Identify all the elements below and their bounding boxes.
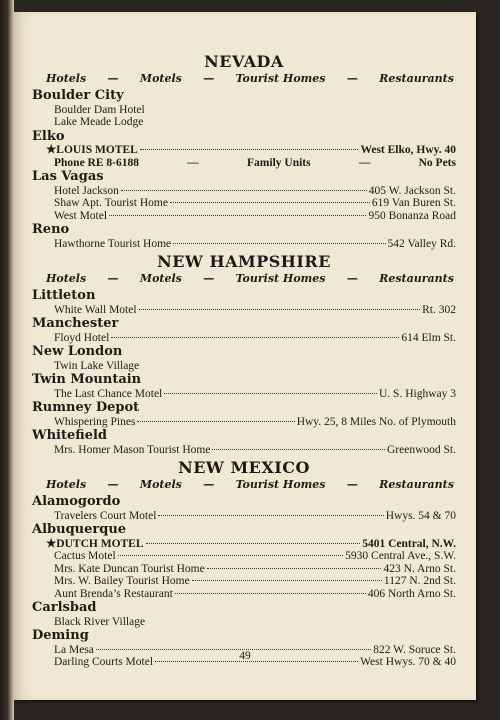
listing-entry xyxy=(32,104,456,117)
category-line xyxy=(32,478,456,492)
category-label: — xyxy=(346,478,358,491)
directory-listing xyxy=(32,50,456,669)
listing-entry xyxy=(32,304,456,317)
leader-dots xyxy=(175,593,366,594)
city-heading: Albuquerque xyxy=(32,522,127,537)
listing-address: U. S. Highway 3 xyxy=(379,387,456,400)
leader-dots xyxy=(137,421,294,422)
listing-entry xyxy=(32,144,456,157)
leader-dots xyxy=(170,202,370,203)
listing-address: 542 Valley Rd. xyxy=(387,237,456,250)
listing-address: Hwy. 25, 8 Miles No. of Plymouth xyxy=(296,415,456,428)
book-spine xyxy=(0,0,14,720)
city-heading: Las Vagas xyxy=(32,169,104,184)
listing-details xyxy=(32,157,456,170)
category-label: Restaurants xyxy=(379,272,454,285)
leader-dots xyxy=(111,337,399,338)
leader-dots xyxy=(173,243,385,244)
listing-address: 619 Van Buren St. xyxy=(371,197,456,209)
leader-dots xyxy=(118,555,344,556)
category-label: Hotels xyxy=(46,72,87,85)
category-label: Motels xyxy=(139,72,182,85)
city-heading: Reno xyxy=(32,222,70,237)
city-heading: Alamogordo xyxy=(32,494,121,509)
leader-dots xyxy=(140,149,359,150)
listing-entry xyxy=(32,616,456,629)
listing-address: Rt. 302 xyxy=(422,303,456,316)
leader-dots xyxy=(192,580,382,581)
listing-entry xyxy=(32,588,456,601)
listing-entry xyxy=(32,563,456,576)
category-line xyxy=(32,72,456,86)
listing-address: West Elko, Hwy. 40 xyxy=(360,144,456,156)
leader-dots xyxy=(121,190,367,191)
listing-name: Travelers Court Motel xyxy=(54,509,157,522)
listing-entry xyxy=(32,575,456,588)
state-heading: NEW HAMPSHIRE xyxy=(157,252,331,271)
category-label: Motels xyxy=(139,272,182,285)
page-number: 49 xyxy=(239,650,251,662)
listing-entry xyxy=(32,538,456,551)
listing-entry xyxy=(32,444,456,457)
detail-item: Family Units xyxy=(247,156,311,169)
listing-entry xyxy=(32,116,456,129)
leader-dots xyxy=(139,309,421,310)
category-label: — xyxy=(346,72,358,85)
leader-dots xyxy=(158,515,383,516)
category-label: Hotels xyxy=(46,272,87,285)
category-label: Restaurants xyxy=(379,478,454,491)
city-heading: Rumney Depot xyxy=(32,400,140,415)
listing-address: 950 Bonanza Road xyxy=(368,209,456,222)
category-label: — xyxy=(107,272,119,285)
listing-name: Boulder Dam Hotel xyxy=(54,103,145,116)
listing-entry xyxy=(32,185,456,198)
listing-entry xyxy=(32,510,456,523)
category-label: — xyxy=(346,272,358,285)
listing-address: 1127 N. 2nd St. xyxy=(383,575,456,587)
listing-name: Whispering Pines xyxy=(54,415,136,428)
listing-name: West Motel xyxy=(54,209,108,222)
listing-name: Mrs. W. Bailey Tourist Home xyxy=(54,575,190,587)
category-label: — xyxy=(107,478,119,491)
book-page xyxy=(14,12,476,700)
listing-address: 614 Elm St. xyxy=(401,331,456,344)
leader-dots xyxy=(109,215,366,216)
state-heading: NEVADA xyxy=(204,52,284,71)
listing-name: Darling Courts Motel xyxy=(54,656,154,668)
listing-name: Hawthorne Tourist Home xyxy=(54,237,172,250)
listing-address: 406 North Arno St. xyxy=(367,587,456,600)
category-label: — xyxy=(203,478,215,491)
city-heading: Carlsbad xyxy=(32,600,97,615)
city-heading: Manchester xyxy=(32,316,119,331)
listing-name: Hotel Jackson xyxy=(54,184,119,197)
listing-entry xyxy=(32,388,456,401)
city-heading: Boulder City xyxy=(32,88,124,103)
category-label: Tourist Homes xyxy=(235,478,326,491)
detail-item: — xyxy=(187,156,199,169)
listing-address: Hwys. 54 & 70 xyxy=(385,509,456,522)
leader-dots xyxy=(207,568,382,569)
listing-address: West Hwys. 70 & 40 xyxy=(360,656,456,668)
listing-name: White Wall Motel xyxy=(54,303,137,316)
listing-name: Mrs. Homer Mason Tourist Home xyxy=(54,443,211,456)
leader-dots xyxy=(212,449,385,450)
listing-name: The Last Chance Motel xyxy=(54,387,163,400)
listing-name: La Mesa xyxy=(54,643,94,656)
listing-name: Shaw Apt. Tourist Home xyxy=(54,197,168,209)
category-label: Restaurants xyxy=(379,72,454,85)
listing-address: 5930 Central Ave., S.W. xyxy=(345,550,456,562)
listing-entry xyxy=(32,238,456,251)
city-heading: Deming xyxy=(32,628,89,643)
listing-name: ★DUTCH MOTEL xyxy=(46,537,144,550)
city-heading: Elko xyxy=(32,128,65,144)
listing-name: Floyd Hotel xyxy=(54,331,110,344)
listing-entry xyxy=(32,550,456,563)
listing-entry xyxy=(32,210,456,223)
listing-address: 822 W. Soruce St. xyxy=(373,643,456,656)
city-heading: New London xyxy=(32,344,123,359)
listing-entry xyxy=(32,332,456,345)
listing-address: Greenwood St. xyxy=(387,443,456,456)
listing-entry xyxy=(32,360,456,373)
listing-address: 405 W. Jackson St. xyxy=(368,184,456,197)
category-label: Tourist Homes xyxy=(235,72,326,85)
state-heading: NEW MEXICO xyxy=(178,458,310,477)
city-heading: Whitefield xyxy=(32,428,108,443)
city-heading: Littleton xyxy=(32,288,96,303)
listing-name: Black River Village xyxy=(54,615,146,628)
category-label: Tourist Homes xyxy=(235,272,326,285)
listing-name: Lake Meade Lodge xyxy=(54,116,144,128)
category-label: — xyxy=(203,72,215,85)
listing-address: 5401 Central, N.W. xyxy=(362,537,456,550)
listing-name: Cactus Motel xyxy=(54,550,116,562)
listing-name: ★LOUIS MOTEL xyxy=(46,144,138,156)
listing-name: Twin Lake Village xyxy=(54,359,140,372)
listing-address: 423 N. Arno St. xyxy=(383,562,456,575)
city-heading: Twin Mountain xyxy=(32,372,142,387)
category-label: — xyxy=(107,72,119,85)
detail-item: Phone RE 8-6188 xyxy=(54,156,139,169)
listing-name: Aunt Brenda’s Restaurant xyxy=(54,587,173,600)
leader-dots xyxy=(146,543,361,544)
listing-entry xyxy=(32,197,456,210)
detail-item: — xyxy=(358,156,371,169)
category-line xyxy=(32,272,456,286)
leader-dots xyxy=(164,393,377,394)
listing-entry xyxy=(32,416,456,429)
detail-item: No Pets xyxy=(418,156,456,169)
category-label: Motels xyxy=(139,478,182,491)
category-label: Hotels xyxy=(46,478,87,491)
category-label: — xyxy=(203,272,215,285)
listing-name: Mrs. Kate Duncan Tourist Home xyxy=(54,562,205,575)
